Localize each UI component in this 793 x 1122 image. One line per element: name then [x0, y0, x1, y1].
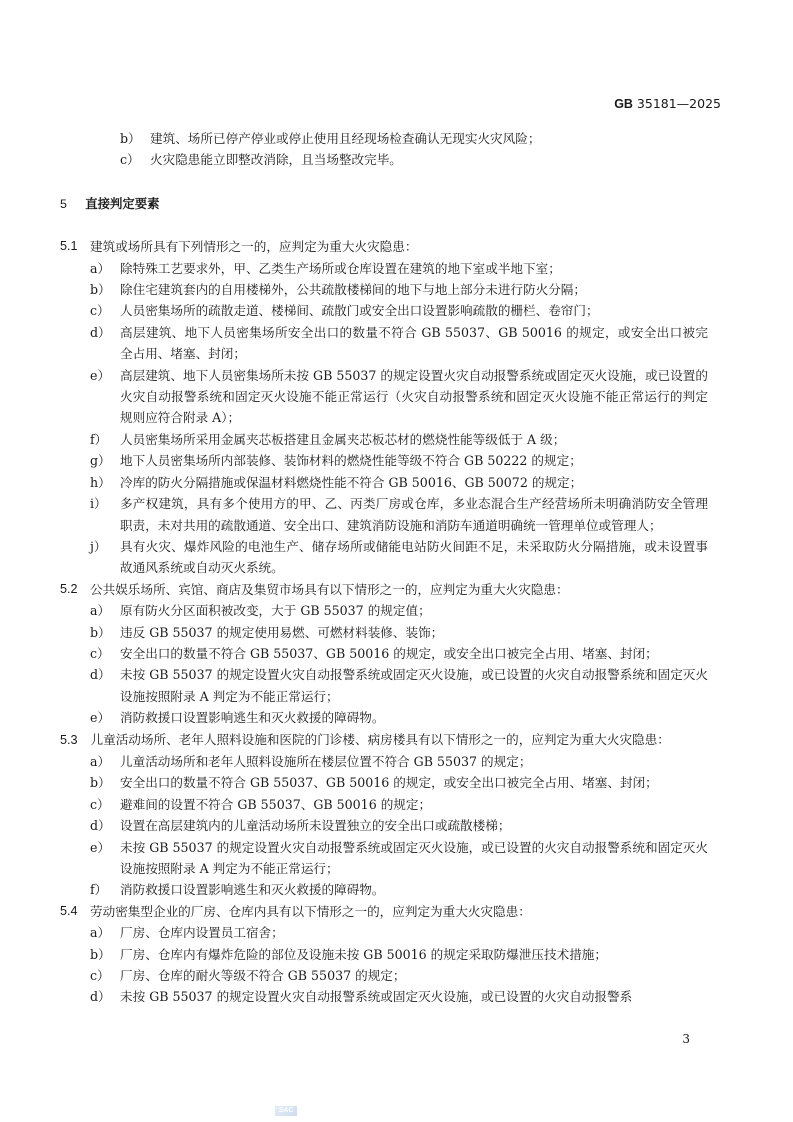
- list-item: [60, 772, 708, 793]
- item-label: h）: [90, 474, 111, 490]
- item-text: 人员密集场所采用金属夹芯板搭建且金属夹芯板芯材的燃烧性能等级低于 A 级；: [120, 431, 566, 447]
- clause-heading: [60, 901, 708, 922]
- item-text: 原有防火分区面积被改变，大于 GB 55037 的规定值；: [120, 603, 431, 619]
- list-item: [60, 707, 708, 728]
- page-number: 3: [682, 1032, 690, 1046]
- item-text: 除特殊工艺要求外，甲、乙类生产场所或仓库设置在建筑的地下室或半地下室；: [120, 260, 561, 276]
- item-label: e）: [90, 367, 111, 383]
- item-label: a）: [90, 603, 111, 619]
- clause-number: 5.3: [60, 732, 78, 747]
- sac-watermark-logo: SAC: [275, 1106, 297, 1116]
- clause-5-3: [60, 729, 708, 901]
- item-label: d）: [90, 667, 111, 683]
- item-label: b）: [120, 131, 141, 146]
- item-label: a）: [90, 753, 111, 769]
- list-item: [60, 279, 708, 300]
- list-item: [60, 365, 708, 429]
- item-text: 多产权建筑，具有多个使用方的甲、乙、丙类厂房或仓库，多业态混合生产经营场所未明确消防安全管理职责，未对共用的疏散通道、安全出口、建筑消防设施和消防车通道明确统一管理单位或管理人；: [120, 496, 708, 533]
- list-item: [60, 944, 708, 965]
- item-label: d）: [90, 818, 111, 834]
- item-text: 安全出口的数量不符合 GB 55037、GB 50016 的规定，或安全出口被完全占用、堵塞、封闭；: [120, 645, 658, 661]
- list-item: [60, 794, 708, 815]
- item-label: e）: [90, 839, 111, 855]
- list-item: [60, 986, 708, 1007]
- list-item: [60, 600, 708, 621]
- item-label: f）: [90, 431, 108, 447]
- list-item: [60, 965, 708, 986]
- item-text: 高层建筑、地下人员密集场所安全出口的数量不符合 GB 55037、GB 50016 的规定，或安全出口被完全占用、堵塞、封闭；: [120, 324, 708, 362]
- standard-number: 35181—2025: [636, 96, 721, 111]
- item-label: f）: [90, 882, 108, 898]
- clause-5-1: [60, 236, 708, 579]
- list-item: [60, 322, 708, 365]
- item-label: b）: [90, 624, 111, 640]
- item-text: 人员密集场所的疏散走道、楼梯间、疏散门或安全出口设置影响疏散的栅栏、卷帘门；: [120, 303, 599, 319]
- item-text: 安全出口的数量不符合 GB 55037、GB 50016 的规定，或安全出口被完全占用、堵塞、封闭；: [120, 775, 658, 791]
- list-item: [60, 643, 708, 664]
- item-label: b）: [90, 775, 111, 791]
- item-label: b）: [90, 282, 111, 298]
- item-text: 儿童活动场所和老年人照料设施所在楼层位置不符合 GB 55037 的规定；: [120, 753, 532, 769]
- clause-heading: [60, 236, 708, 257]
- item-text: 违反 GB 55037 的规定使用易燃、可燃材料装修、装饰；: [120, 624, 444, 640]
- item-label: d）: [90, 989, 111, 1005]
- item-label: g）: [90, 453, 111, 469]
- item-label: c）: [90, 796, 110, 812]
- item-label: a）: [90, 260, 111, 276]
- item-text: 火灾隐患能立即整改消除，且当场整改完毕。: [150, 152, 402, 168]
- list-item: [60, 879, 708, 900]
- item-text: 厂房、仓库内设置员工宿舍；: [120, 925, 284, 941]
- item-text: 具有火灾、爆炸风险的电池生产、储存场所或储能电站防火间距不足，未采取防火分隔措施，或未设置事故通风系统或自动灭火系统。: [120, 538, 708, 576]
- list-item: [60, 622, 708, 643]
- item-text: 厂房、仓库的耐火等级不符合 GB 55037 的规定；: [120, 968, 406, 984]
- item-label: c）: [90, 968, 110, 984]
- list-item: [60, 493, 708, 536]
- item-label: e）: [90, 710, 111, 726]
- clause-5-4: [60, 901, 708, 1008]
- list-item: [60, 922, 708, 943]
- list-item: [60, 258, 708, 279]
- list-item: [60, 429, 708, 450]
- section-number: 5: [60, 196, 67, 211]
- list-item: [90, 128, 708, 149]
- item-label: c）: [120, 152, 140, 168]
- item-text: 冷库的防火分隔措施或保温材料燃烧性能不符合 GB 50016、GB 50072 的规定；: [120, 474, 583, 490]
- list-item: [60, 664, 708, 707]
- clause-text: 劳动密集型企业的厂房、仓库内具有以下情形之一的，应判定为重大火灾隐患：: [90, 903, 531, 919]
- list-item: [60, 300, 708, 321]
- list-item: [60, 837, 708, 880]
- list-item: [60, 536, 708, 579]
- clause-heading: [60, 579, 708, 600]
- document-body: [60, 128, 708, 1008]
- item-text: 设置在高层建筑内的儿童活动场所未设置独立的安全出口或疏散楼梯；: [120, 818, 511, 834]
- list-item: [60, 450, 708, 471]
- item-label: b）: [90, 946, 111, 962]
- clause-number: 5.4: [60, 903, 78, 918]
- section-title: 直接判定要素: [85, 195, 160, 211]
- clause-number: 5.2: [60, 581, 78, 596]
- list-item: [60, 751, 708, 772]
- item-text: 消防救援口设置影响逃生和灭火救援的障碍物。: [120, 710, 385, 726]
- item-text: 消防救援口设置影响逃生和灭火救援的障碍物。: [120, 882, 385, 898]
- list-item: [90, 149, 708, 170]
- clause-text: 儿童活动场所、老年人照料设施和医院的门诊楼、病房楼具有以下情形之一的，应判定为重大火灾隐患：: [90, 731, 670, 747]
- standard-code-header: [614, 96, 721, 111]
- standard-prefix: GB: [614, 97, 633, 111]
- clause-text: 公共娱乐场所、宾馆、商店及集贸市场具有以下情形之一的，应判定为重大火灾隐患：: [90, 581, 569, 597]
- item-label: c）: [90, 303, 110, 319]
- item-text: 未按 GB 55037 的规定设置火灾自动报警系统或固定灭火设施，或已设置的火灾自动报警系统和固定灭火设施按照附录 A 判定为不能正常运行；: [120, 667, 708, 704]
- item-text: 避难间的设置不符合 GB 55037、GB 50016 的规定；: [120, 796, 432, 812]
- list-item: [60, 472, 708, 493]
- clause-5-2: [60, 579, 708, 729]
- clause-heading: [60, 729, 708, 751]
- clause-number: 5.1: [60, 239, 78, 254]
- item-text: 建筑、场所已停产停业或停止使用且经现场检查确认无现实火灾风险；: [150, 131, 541, 146]
- item-label: i）: [90, 496, 107, 512]
- list-item: [60, 815, 708, 836]
- item-text: 高层建筑、地下人员密集场所未按 GB 55037 的规定设置火灾自动报警系统或固定灭火设施，或已设置的火灾自动报警系统和固定灭火设施不能正常运行（火灾自动报警系统和固定灭火设施不能正常运行的判定规则应符合附录 A）；: [120, 367, 708, 426]
- item-text: 厂房、仓库内有爆炸危险的部位及设施未按 GB 50016 的规定采取防爆泄压技术措施；: [120, 946, 607, 962]
- item-text: 地下人员密集场所内部装修、装饰材料的燃烧性能等级不符合 GB 50222 的规定；: [120, 453, 582, 469]
- item-label: c）: [90, 645, 110, 661]
- item-label: d）: [90, 324, 111, 340]
- item-text: 未按 GB 55037 的规定设置火灾自动报警系统或固定灭火设施，或已设置的火灾自动报警系统和固定灭火设施按照附录 A 判定为不能正常运行；: [120, 839, 708, 876]
- item-text: 未按 GB 55037 的规定设置火灾自动报警系统或固定灭火设施，或已设置的火灾自动报警系: [120, 989, 633, 1005]
- clause-text: 建筑或场所具有下列情形之一的，应判定为重大火灾隐患：: [90, 239, 418, 255]
- item-text: 除住宅建筑套内的自用楼梯外，公共疏散楼梯间的地下与地上部分未进行防火分隔；: [120, 282, 586, 298]
- item-label: a）: [90, 925, 111, 941]
- section-heading: [60, 193, 708, 215]
- item-label: j）: [90, 538, 107, 554]
